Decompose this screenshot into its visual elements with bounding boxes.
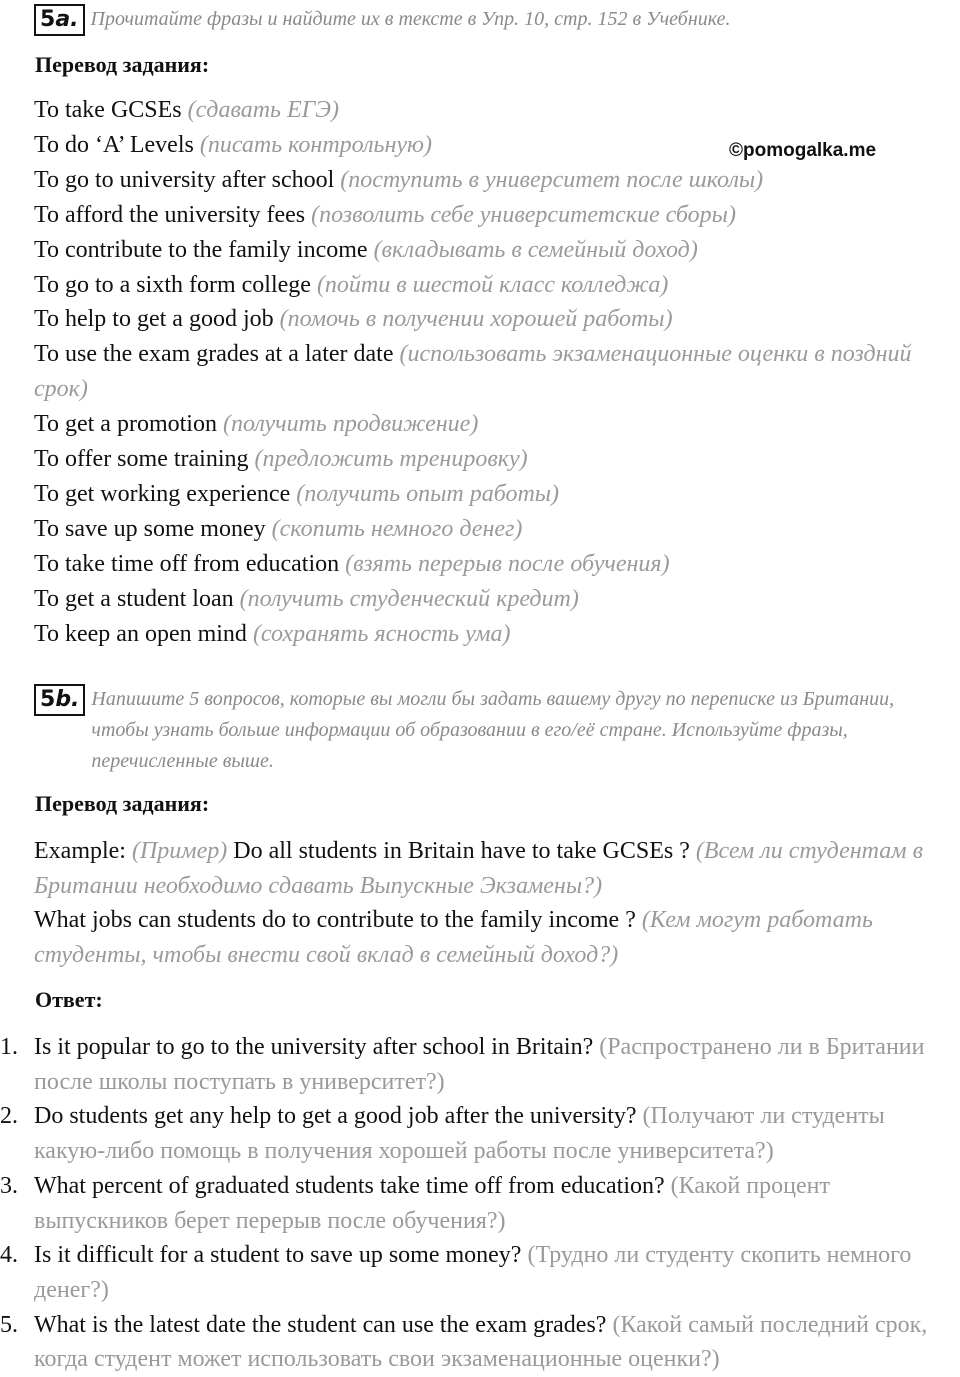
translation-label: Перевод задания: <box>35 52 210 77</box>
example-translation: (Всем ли студентам в Британии необходимо сдавать Выпускные Экзамены?) <box>34 838 924 899</box>
phrase-item <box>34 198 934 233</box>
phrase-translation: (пойти в шестой класс колледжа) <box>316 271 669 298</box>
phrase-item <box>34 617 934 652</box>
phrase-translation: (сохранять ясность ума) <box>252 620 511 647</box>
phrase-english: To use the exam grades at a later date <box>34 341 394 368</box>
phrase-english: To do ‘A’ Levels <box>34 131 194 158</box>
phrase-translation: (помочь в получении хорошей работы) <box>279 306 673 333</box>
answer-translation: (Получают ли студенты какую-либо помощь в получения хорошей работы после университета?) <box>34 1103 885 1165</box>
task-5b-instruction: Напишите 5 вопросов, которые вы могли бы задать вашему другу по переписке из Британии, чтобы узнать больше информации об образовании в его/её стране. Используйте фразы, перечисленные выше. <box>91 688 895 772</box>
task-badge-5b: 5b. <box>34 684 85 716</box>
translation-label: Перевод задания: <box>35 791 210 816</box>
answer-item <box>0 1030 960 1099</box>
watermark: ©pomogalka.me <box>729 140 877 161</box>
example-question: Do all students in Britain have to take GCSEs ? <box>233 838 690 864</box>
phrase-translation: (позволить себе университетские сборы) <box>311 201 736 228</box>
phrase-translation: (получить продвижение) <box>222 411 479 438</box>
answer-question: Is it popular to go to the university after school in Britain? <box>34 1034 594 1060</box>
phrase-english: To afford the university fees <box>34 201 306 228</box>
answer-question: Is it difficult for a student to save up some money? <box>34 1242 522 1269</box>
phrase-item <box>34 512 934 547</box>
example-line <box>34 903 954 972</box>
answer-number: 1. <box>0 1034 18 1060</box>
phrase-item <box>34 302 934 337</box>
answer-translation: (Распространено ли в Британии после школы поступать в университет?) <box>34 1034 925 1095</box>
phrase-english: To contribute to the family income <box>34 236 368 263</box>
phrase-item <box>34 582 934 617</box>
phrase-english: To save up some money <box>34 515 266 542</box>
answer-number: 3. <box>0 1172 18 1199</box>
answer-number: 4. <box>0 1242 18 1269</box>
answer-question: What is the latest date the student can use the exam grades? <box>34 1311 607 1338</box>
answer-list <box>0 1030 960 1377</box>
phrase-item <box>34 268 934 303</box>
phrase-english: To keep an open mind <box>34 620 247 647</box>
phrase-english: To get working experience <box>34 480 291 507</box>
answer-translation: (Какой самый последний срок, когда студент может использовать свои экзаменационные оценки?) <box>34 1311 928 1373</box>
phrase-translation: (скопить немного денег) <box>271 515 523 542</box>
example-question: What jobs can students do to contribute to the family income ? <box>34 907 636 934</box>
phrase-english: To offer some training <box>34 446 249 473</box>
phrase-translation: (взять перерыв после обучения) <box>345 550 670 577</box>
example-lead: Example: <box>34 838 126 864</box>
example-lead-translation: (Пример) <box>131 838 228 864</box>
phrase-translation: (получить студенческий кредит) <box>239 585 579 612</box>
answer-translation: (Трудно ли студенту скопить немного денег?) <box>34 1242 912 1303</box>
task-5b-header <box>34 684 934 777</box>
phrase-translation: (использовать экзаменационные оценки в поздний срок) <box>34 341 912 403</box>
phrase-english: To get a student loan <box>34 585 234 612</box>
example-line <box>34 834 954 903</box>
answer-question: What percent of graduated students take time off from education? <box>34 1172 665 1199</box>
phrase-english: To take GCSEs <box>34 97 182 123</box>
phrase-translation: (вкладывать в семейный доход) <box>373 236 698 263</box>
phrase-english: To get a promotion <box>34 411 217 438</box>
phrase-translation: (предложить тренировку) <box>254 446 528 473</box>
answer-item <box>0 1308 960 1377</box>
phrase-item <box>34 442 934 477</box>
phrase-item <box>34 163 934 198</box>
phrase-item <box>34 547 934 582</box>
phrase-english: To help to get a good job <box>34 306 274 333</box>
phrase-english: To go to university after school <box>34 166 335 193</box>
phrase-translation: (писать контрольную) <box>199 131 432 158</box>
phrase-item <box>34 128 934 163</box>
answer-number: 2. <box>0 1103 18 1130</box>
phrase-item <box>34 93 934 128</box>
phrase-item <box>34 233 934 268</box>
phrase-item <box>34 407 934 442</box>
answer-item <box>0 1169 960 1238</box>
phrase-translation: (получить опыт работы) <box>296 480 560 507</box>
answer-label: Ответ: <box>35 987 103 1012</box>
answer-item <box>0 1099 960 1168</box>
answer-number: 5. <box>0 1311 18 1338</box>
examples <box>34 834 954 973</box>
phrase-item <box>34 337 934 407</box>
phrase-translation: (сдавать ЕГЭ) <box>187 97 339 123</box>
phrase-english: To go to a sixth form college <box>34 271 311 298</box>
example-translation: (Кем могут работать студенты, чтобы внести свой вклад в семейный доход?) <box>34 907 873 969</box>
phrase-translation: (поступить в университет после школы) <box>340 166 764 193</box>
answer-item <box>0 1238 960 1307</box>
phrase-list <box>34 93 934 652</box>
task-5a-header <box>34 4 934 36</box>
task-badge-5a: 5a. <box>34 4 85 36</box>
phrase-english: To take time off from education <box>34 550 340 577</box>
task-5a-instruction: Прочитайте фразы и найдите их в тексте в Упр. 10, стр. 152 в Учебнике. <box>90 8 731 30</box>
answer-translation: (Какой процент выпускников берет перерыв после обучения?) <box>34 1172 830 1234</box>
phrase-item <box>34 477 934 512</box>
answer-question: Do students get any help to get a good job after the university? <box>34 1103 637 1130</box>
